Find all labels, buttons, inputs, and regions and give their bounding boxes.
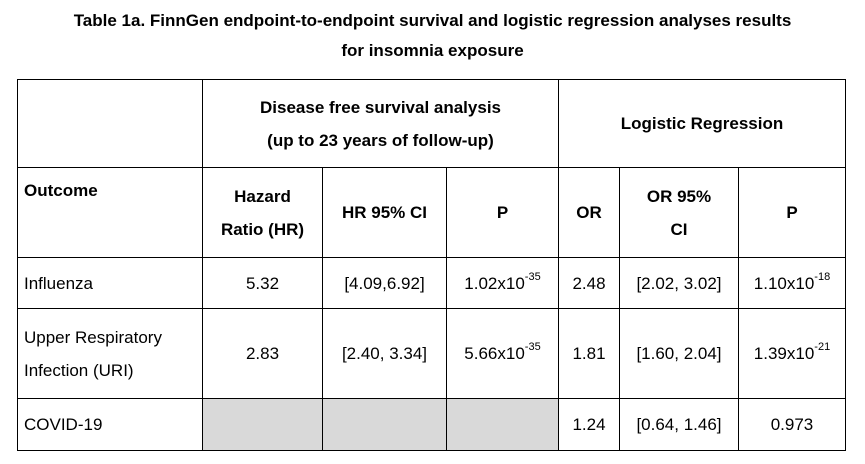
survival-header-line1: Disease free survival analysis	[260, 97, 501, 117]
p-base: 1.02x10	[464, 273, 525, 293]
p-exponent: -21	[814, 341, 831, 353]
p-base: 1.10x10	[753, 273, 815, 293]
missing-hr-cell	[203, 399, 323, 451]
results-table	[17, 79, 846, 451]
or-ci-cell: [1.60, 2.04]	[620, 309, 739, 399]
hr-ci-cell: [2.40, 3.34]	[323, 309, 447, 399]
p-base: 5.66x10	[464, 344, 525, 363]
p-logistic-cell	[739, 258, 846, 309]
hr-cell: 2.83	[203, 309, 323, 399]
hr-cell: 5.32	[203, 258, 323, 309]
or-ci-header-line2: CI	[670, 219, 688, 239]
outcome-cell	[18, 309, 203, 399]
or-cell: 1.24	[559, 399, 620, 451]
column-header-row	[18, 168, 846, 258]
missing-hr-ci-cell	[323, 399, 447, 451]
outcome-header: Outcome	[18, 168, 203, 258]
table-title-line2: for insomnia exposure	[341, 41, 524, 60]
or-cell: 1.81	[559, 309, 620, 399]
or-header: OR	[559, 168, 620, 258]
table-row	[18, 258, 846, 309]
logistic-group-header: Logistic Regression	[559, 80, 846, 168]
hazard-ratio-header	[203, 168, 323, 258]
p-survival-cell	[447, 309, 559, 399]
p-base: 1.39x10	[753, 344, 815, 363]
hr-header-line2: Ratio (HR)	[220, 219, 305, 239]
or-ci-header	[620, 168, 739, 258]
group-header-row	[18, 80, 846, 168]
hr-ci-header: HR 95% CI	[323, 168, 447, 258]
p-exponent: -35	[524, 341, 541, 353]
empty-corner-cell	[18, 80, 203, 168]
table-row	[18, 309, 846, 399]
p-exponent: -18	[814, 270, 831, 283]
p-logistic-cell	[739, 309, 846, 399]
or-cell: 2.48	[559, 258, 620, 309]
outcome-line1: Upper Respiratory	[24, 327, 162, 347]
p-survival-cell	[447, 258, 559, 309]
p-survival-header: P	[447, 168, 559, 258]
or-ci-cell: [2.02, 3.02]	[620, 258, 739, 309]
hr-ci-cell: [4.09,6.92]	[323, 258, 447, 309]
outcome-cell: COVID-19	[18, 399, 203, 451]
or-ci-header-line1: OR 95%	[646, 186, 712, 206]
missing-p-survival-cell	[447, 399, 559, 451]
hr-header-line1: Hazard	[234, 186, 291, 206]
p-exponent: -35	[524, 270, 541, 283]
table-title-line1: Table 1a. FinnGen endpoint-to-endpoint survival and logistic regression analyses results	[73, 11, 792, 30]
survival-header-line2: (up to 23 years of follow-up)	[267, 130, 494, 150]
outcome-cell: Influenza	[18, 258, 203, 309]
outcome-line2: Infection (URI)	[24, 360, 134, 380]
table-row	[18, 399, 846, 451]
table-title	[0, 6, 865, 66]
p-logistic-header: P	[739, 168, 846, 258]
or-ci-cell: [0.64, 1.46]	[620, 399, 739, 451]
p-logistic-cell: 0.973	[739, 399, 846, 451]
survival-group-header	[203, 80, 559, 168]
